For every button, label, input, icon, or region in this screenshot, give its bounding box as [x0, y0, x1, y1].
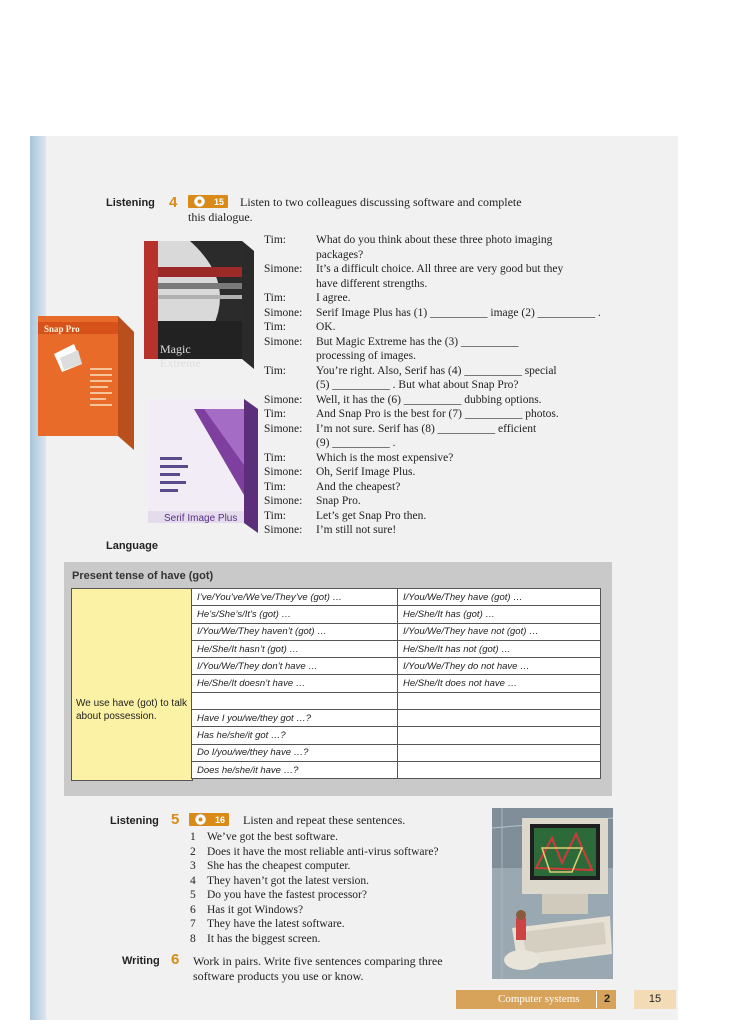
dialogue-speaker: Simone: — [264, 393, 303, 406]
audio-track-16-badge[interactable] — [189, 813, 229, 826]
dialogue-line — [264, 436, 609, 451]
dialogue-text: And the cheapest? — [316, 480, 401, 493]
grammar-row — [192, 606, 601, 623]
dialogue-speaker: Tim: — [264, 509, 286, 522]
grammar-full-form: I/You/We/They have (got) … — [398, 589, 601, 606]
dialogue-line — [264, 349, 609, 364]
dialogue-text: You’re right. Also, Serif has (4) __________ special — [316, 364, 557, 377]
dialogue-speaker: Tim: — [264, 364, 286, 377]
grammar-full-form — [398, 692, 601, 709]
grammar-note-panel — [71, 588, 193, 781]
dialogue-text: What do you think about these three photo imaging — [316, 234, 553, 246]
exercise-4-instruction-cont: this dialogue. — [188, 210, 253, 224]
grammar-short-form: He’s/She’s/It’s (got) … — [192, 606, 398, 623]
exercise-6-number: 6 — [171, 951, 180, 968]
grammar-row — [192, 623, 601, 640]
page-spine-shadow — [30, 136, 46, 1020]
dialogue-speaker: Tim: — [264, 451, 286, 464]
dialogue-line — [264, 233, 609, 248]
dialogue-line — [264, 291, 609, 306]
dialogue-line — [264, 262, 609, 277]
sentence-item — [190, 874, 439, 889]
grammar-short-form: He/She/It doesn’t have … — [192, 675, 398, 692]
dialogue-speaker: Tim: — [264, 292, 286, 304]
magic-extreme-box — [140, 235, 258, 375]
grammar-full-form: He/She/It has not (got) … — [398, 640, 601, 657]
dialogue-text: I agree. — [316, 292, 351, 304]
dialogue-line — [264, 306, 609, 321]
grammar-table — [191, 588, 601, 779]
dialogue-line — [264, 509, 609, 524]
grammar-short-form: I/You/We/They don’t have … — [192, 658, 398, 675]
exercise-4-instruction: Listen to two colleagues discussing software and complete — [240, 195, 522, 209]
sentence-number: 6 — [190, 903, 196, 916]
sentence-text: We’ve got the best software. — [207, 831, 338, 843]
sentence-number: 3 — [190, 860, 196, 872]
exercise-5-instruction: Listen and repeat these sentences. — [243, 813, 406, 827]
dialogue-speaker: Tim: — [264, 408, 286, 420]
grammar-full-form — [398, 744, 601, 761]
grammar-short-form — [192, 692, 398, 709]
grammar-row — [192, 761, 601, 778]
writing-6-label: Writing — [122, 955, 160, 967]
dialogue-speaker — [264, 248, 316, 263]
sentence-text: Do you have the fastest processor? — [207, 889, 367, 901]
grammar-short-form: Does he/she/it have …? — [192, 761, 398, 778]
dialogue-speaker: Tim: — [264, 321, 286, 333]
grammar-box — [64, 562, 612, 796]
grammar-short-form: I’ve/You’ve/We’ve/They’ve (got) … — [192, 589, 398, 606]
dialogue-line — [264, 277, 609, 292]
sentence-item — [190, 932, 439, 947]
sentence-text: Has it got Windows? — [207, 903, 304, 916]
grammar-full-form: He/She/It has (got) … — [398, 606, 601, 623]
dialogue-line — [264, 494, 609, 509]
dialogue-line — [264, 451, 609, 466]
dialogue-text: processing of images. — [316, 350, 416, 362]
grammar-row — [192, 692, 601, 709]
exercise-4-number: 4 — [169, 194, 178, 211]
grammar-row — [192, 710, 601, 727]
sentence-number: 1 — [190, 831, 196, 843]
cd-icon — [195, 814, 206, 825]
dialogue-speaker: Simone: — [264, 306, 303, 319]
dialogue-text: Snap Pro. — [316, 495, 361, 507]
footer-section-title: Computer systems — [498, 993, 580, 1005]
dialogue-text: have different strengths. — [316, 277, 428, 290]
listening-4-label: Listening — [106, 197, 155, 209]
dialogue-speaker: Simone: — [264, 466, 303, 478]
dialogue-speaker: Simone: — [264, 263, 303, 275]
dialogue-text: Serif Image Plus has (1) __________ image (2) __________ . — [316, 306, 601, 319]
magic-extreme-title-2: Extreme — [160, 356, 201, 370]
dialogue-text: Well, it has the (6) __________ dubbing options. — [316, 393, 542, 406]
audio-track-number: 15 — [213, 196, 224, 207]
sentence-number: 5 — [190, 889, 196, 901]
dialogue-text: I’m still not sure! — [316, 524, 397, 536]
dialogue-line — [264, 378, 609, 393]
sentence-text: It has the biggest screen. — [207, 932, 321, 945]
sentence-text: They haven’t got the latest version. — [207, 874, 370, 887]
grammar-title — [72, 570, 213, 582]
dialogue-text: Let’s get Snap Pro then. — [316, 509, 427, 522]
grammar-full-form — [398, 727, 601, 744]
giant-computer-photo — [492, 808, 613, 979]
dialogue-text: OK. — [316, 321, 336, 333]
grammar-full-form: I/You/We/They have not (got) … — [398, 623, 601, 640]
grammar-row — [192, 640, 601, 657]
dialogue-speaker — [264, 277, 316, 292]
snap-pro-title: Snap Pro — [44, 324, 80, 334]
dialogue-line — [264, 422, 609, 437]
dialogue-speaker: Tim: — [264, 480, 286, 493]
grammar-full-form — [398, 710, 601, 727]
listening-5-label: Listening — [110, 815, 159, 827]
sentence-item — [190, 888, 439, 903]
dialogue-text: Oh, Serif Image Plus. — [316, 466, 416, 478]
sentence-item — [190, 917, 439, 932]
dialogue-speaker — [264, 378, 316, 393]
dialogue-text: (5) __________ . But what about Snap Pro? — [316, 379, 519, 391]
grammar-row — [192, 744, 601, 761]
dialogue-speaker: Simone: — [264, 422, 303, 435]
sentence-number: 8 — [190, 932, 196, 945]
dialogue-text: packages? — [316, 248, 364, 261]
audio-track-number: 16 — [214, 814, 225, 825]
sentence-item — [190, 845, 439, 860]
grammar-row — [192, 658, 601, 675]
dialogue-text: And Snap Pro is the best for (7) __________ photos. — [316, 408, 559, 420]
dialogue-speaker: Tim: — [264, 234, 286, 246]
exercise-6-instruction-cont: software products you use or know. — [193, 969, 364, 983]
dialogue-line — [264, 248, 609, 263]
grammar-full-form — [398, 761, 601, 778]
dialogue-speaker: Simone: — [264, 495, 303, 507]
dialogue-text: I’m not sure. Serif has (8) __________ efficient — [316, 422, 537, 435]
grammar-short-form: I/You/We/They haven’t (got) … — [192, 623, 398, 640]
dialogue-line — [264, 407, 609, 422]
sentence-text: They have the latest software. — [207, 918, 345, 930]
dialogue-text: But Magic Extreme has the (3) __________ — [316, 335, 519, 348]
snap-pro-box — [34, 308, 140, 454]
grammar-note: We use have (got) to talk about possession. — [76, 698, 187, 722]
grammar-full-form: He/She/It does not have … — [398, 675, 601, 692]
grammar-row — [192, 675, 601, 692]
dialogue-speaker — [264, 349, 316, 364]
sentence-list — [190, 830, 439, 946]
dialogue-line — [264, 364, 609, 379]
dialogue-text: (9) __________ . — [316, 437, 396, 449]
dialogue-speaker: Simone: — [264, 335, 303, 348]
page-number: 15 — [634, 990, 676, 1009]
audio-track-15-badge[interactable] — [188, 195, 228, 208]
sentence-item — [190, 830, 439, 845]
dialogue-speaker — [264, 436, 316, 451]
grammar-row — [192, 589, 601, 606]
grammar-short-form: Have I you/we/they got …? — [192, 710, 398, 727]
sentence-text: She has the cheapest computer. — [207, 860, 351, 872]
dialogue-line — [264, 465, 609, 480]
dialogue-line — [264, 393, 609, 408]
serif-image-plus-title: Serif Image Plus — [164, 513, 238, 524]
magic-extreme-title: Magic — [160, 342, 191, 356]
grammar-title-text: Present tense of have (got) — [72, 570, 214, 582]
cd-icon — [194, 196, 205, 207]
sentence-item — [190, 903, 439, 918]
dialogue-line — [264, 320, 609, 335]
grammar-short-form: Has he/she/it got …? — [192, 727, 398, 744]
sentence-item — [190, 859, 439, 874]
footer-unit-number: 2 — [596, 991, 617, 1008]
exercise-6-instruction: Work in pairs. Write five sentences comparing three — [193, 954, 443, 968]
grammar-short-form: He/She/It hasn’t (got) … — [192, 640, 398, 657]
grammar-short-form: Do I/you/we/they have …? — [192, 744, 398, 761]
exercise-5-number: 5 — [171, 811, 180, 828]
dialogue-line — [264, 523, 609, 538]
serif-image-plus-box — [144, 395, 262, 537]
grammar-row — [192, 727, 601, 744]
dialogue-line — [264, 480, 609, 495]
dialogue — [264, 233, 609, 538]
grammar-full-form: I/You/We/They do not have … — [398, 658, 601, 675]
dialogue-text: It’s a difficult choice. All three are very good but they — [316, 263, 564, 275]
dialogue-speaker: Simone: — [264, 524, 303, 536]
sentence-number: 7 — [190, 918, 196, 930]
sentence-number: 4 — [190, 874, 196, 887]
language-label: Language — [106, 540, 158, 552]
sentence-text: Does it have the most reliable anti-virus software? — [207, 845, 439, 858]
dialogue-text: Which is the most expensive? — [316, 451, 454, 464]
dialogue-line — [264, 335, 609, 350]
sentence-number: 2 — [190, 845, 196, 858]
